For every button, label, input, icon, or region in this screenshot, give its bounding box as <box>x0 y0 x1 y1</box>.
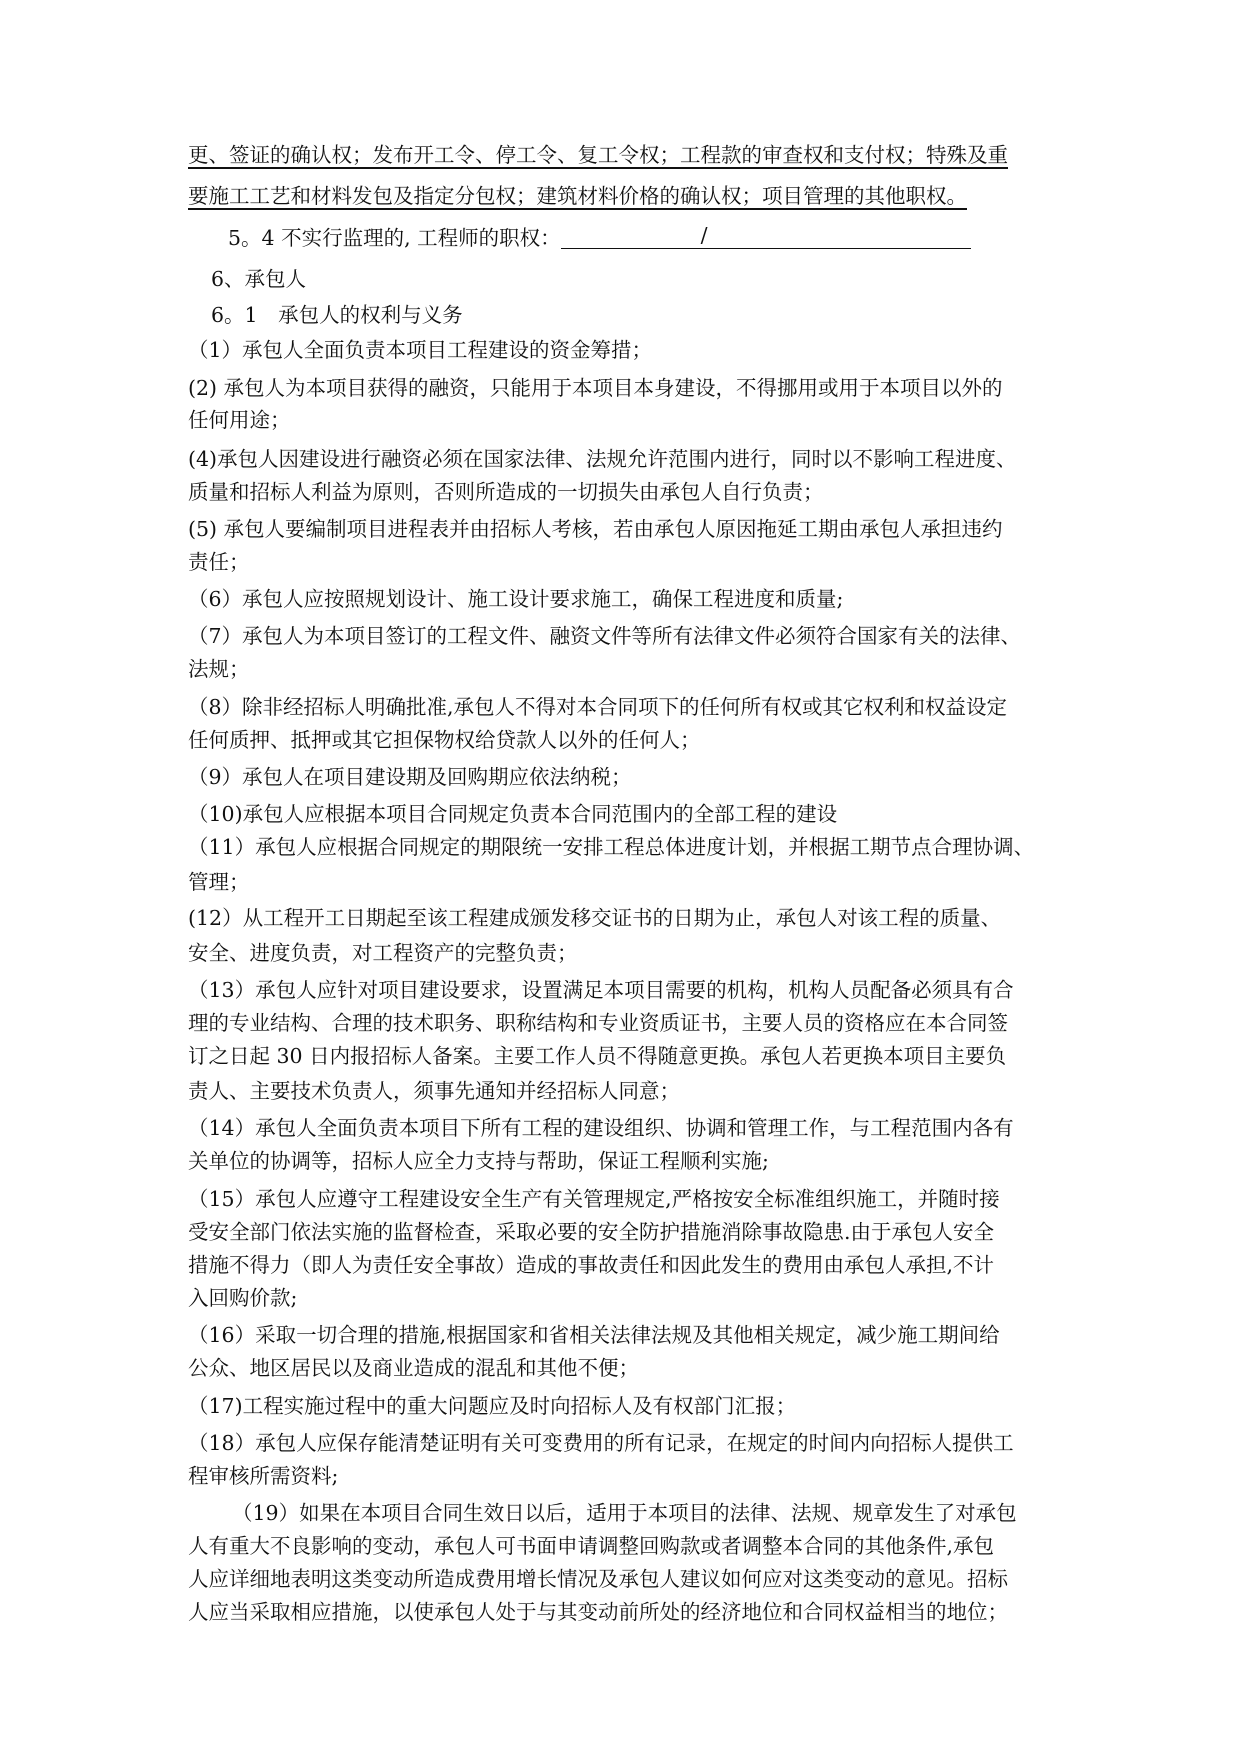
text-line: 订之日起 30 日内报招标人备案。主要工作人员不得随意更换。承包人若更换本项目主要负 <box>188 1044 1007 1068</box>
text-line: 理的专业结构、合理的技术职务、职称结构和专业资质证书，主要人员的资格应在本合同签 <box>188 1011 1008 1035</box>
text-line: (4)承包人因建设进行融资必须在国家法律、法规允许范围内进行，同时以不影响工程进度、 <box>188 447 1017 471</box>
text-line: 责人、主要技术负责人，须事先通知并经招标人同意； <box>188 1079 680 1103</box>
text-line: （17)工程实施过程中的重大问题应及时向招标人及有权部门汇报； <box>188 1394 797 1418</box>
text-line: 更、签证的确认权；发布开工令、停工令、复工令权；工程款的审查权和支付权；特殊及重 <box>188 143 1008 167</box>
clause-5-4-line <box>228 223 1108 253</box>
text-line: （16）采取一切合理的措施,根据国家和省相关法律法规及其他相关规定，减少施工期间给 <box>188 1323 1000 1347</box>
text-line: 管理； <box>188 870 250 894</box>
text-line: (12）从工程开工日期起至该工程建成颁发移交证书的日期为止，承包人对该工程的质量、 <box>188 906 1002 930</box>
text-line: （13）承包人应针对项目建设要求，设置满足本项目需要的机构，机构人员配备必须具有合 <box>188 978 1014 1002</box>
text-line: （11）承包人应根据合同规定的期限统一安排工程总体进度计划，并根据工期节点合理协调、 <box>188 835 1035 859</box>
text-line: （7）承包人为本项目签订的工程文件、融资文件等所有法律文件必须符合国家有关的法律、 <box>188 624 1022 648</box>
text-line: 关单位的协调等，招标人应全力支持与帮助，保证工程顺利实施; <box>188 1149 769 1173</box>
text-line: 人有重大不良影响的变动，承包人可书面申请调整回购款或者调整本合同的其他条件,承包 <box>188 1534 995 1558</box>
text-line: 安全、进度负责，对工程资产的完整负责； <box>188 941 578 965</box>
text-line: 程审核所需资料; <box>188 1464 339 1488</box>
text-line: 要施工工艺和材料发包及指定分包权；建筑材料价格的确认权；项目管理的其他职权。 <box>188 184 967 208</box>
fill-in-blank <box>561 224 971 249</box>
text-line: （14）承包人全面负责本项目下所有工程的建设组织、协调和管理工作，与工程范围内各有 <box>188 1116 1014 1140</box>
text-line: 公众、地区居民以及商业造成的混乱和其他不便； <box>188 1356 639 1380</box>
text-line: 任何质押、抵押或其它担保物权给贷款人以外的任何人； <box>188 728 701 752</box>
text-line: （1）承包人全面负责本项目工程建设的资金筹措； <box>188 338 653 362</box>
text-line: （9）承包人在项目建设期及回购期应依法纳税； <box>188 765 632 789</box>
text-line: (2) 承包人为本项目获得的融资，只能用于本项目本身建设，不得挪用或用于本项目以外的 <box>188 376 1003 400</box>
text-line: （6）承包人应按照规划设计、施工设计要求施工，确保工程进度和质量; <box>188 587 844 611</box>
text-line: 任何用途； <box>188 408 291 432</box>
text-line: 质量和招标人利益为原则，否则所造成的一切损失由承包人自行负责； <box>188 480 824 504</box>
text-line: 人应详细地表明这类变动所造成费用增长情况及承包人建议如何应对这类变动的意见。招标 <box>188 1567 1008 1591</box>
fill-in-blank-value: / <box>700 223 708 247</box>
text-line: （15）承包人应遵守工程建设安全生产有关管理规定,严格按安全标准组织施工，并随时接 <box>188 1187 1000 1211</box>
text-line: 法规； <box>188 657 250 681</box>
text-line: (5) 承包人要编制项目进程表并由招标人考核，若由承包人原因拖延工期由承包人承担违约 <box>188 517 1003 541</box>
subsection-heading: 6。1 承包人的权利与义务 <box>211 303 463 327</box>
clause-5-4-label: 5。4 不实行监理的, 工程师的职权： <box>228 226 561 250</box>
text-line: 措施不得力（即人为责任安全事故）造成的事故责任和因此发生的费用由承包人承担,不计 <box>188 1253 995 1277</box>
section-heading: 6、承包人 <box>211 267 307 291</box>
text-line: （8）除非经招标人明确批准,承包人不得对本合同项下的任何所有权或其它权利和权益设定 <box>188 695 1008 719</box>
text-line: （19）如果在本项目合同生效日以后，适用于本项目的法律、法规、规章发生了对承包 <box>232 1501 1017 1525</box>
text-line: 入回购价款; <box>188 1286 298 1310</box>
text-line: 受安全部门依法实施的监督检查，采取必要的安全防护措施消除事故隐患.由于承包人安全 <box>188 1220 995 1244</box>
text-line: （18）承包人应保存能清楚证明有关可变费用的所有记录，在规定的时间内向招标人提供工 <box>188 1431 1014 1455</box>
text-line: 责任； <box>188 550 250 574</box>
text-line: 人应当采取相应措施，以使承包人处于与其变动前所处的经济地位和合同权益相当的地位； <box>188 1600 1008 1624</box>
text-line: （10)承包人应根据本项目合同规定负责本合同范围内的全部工程的建设 <box>188 802 838 826</box>
